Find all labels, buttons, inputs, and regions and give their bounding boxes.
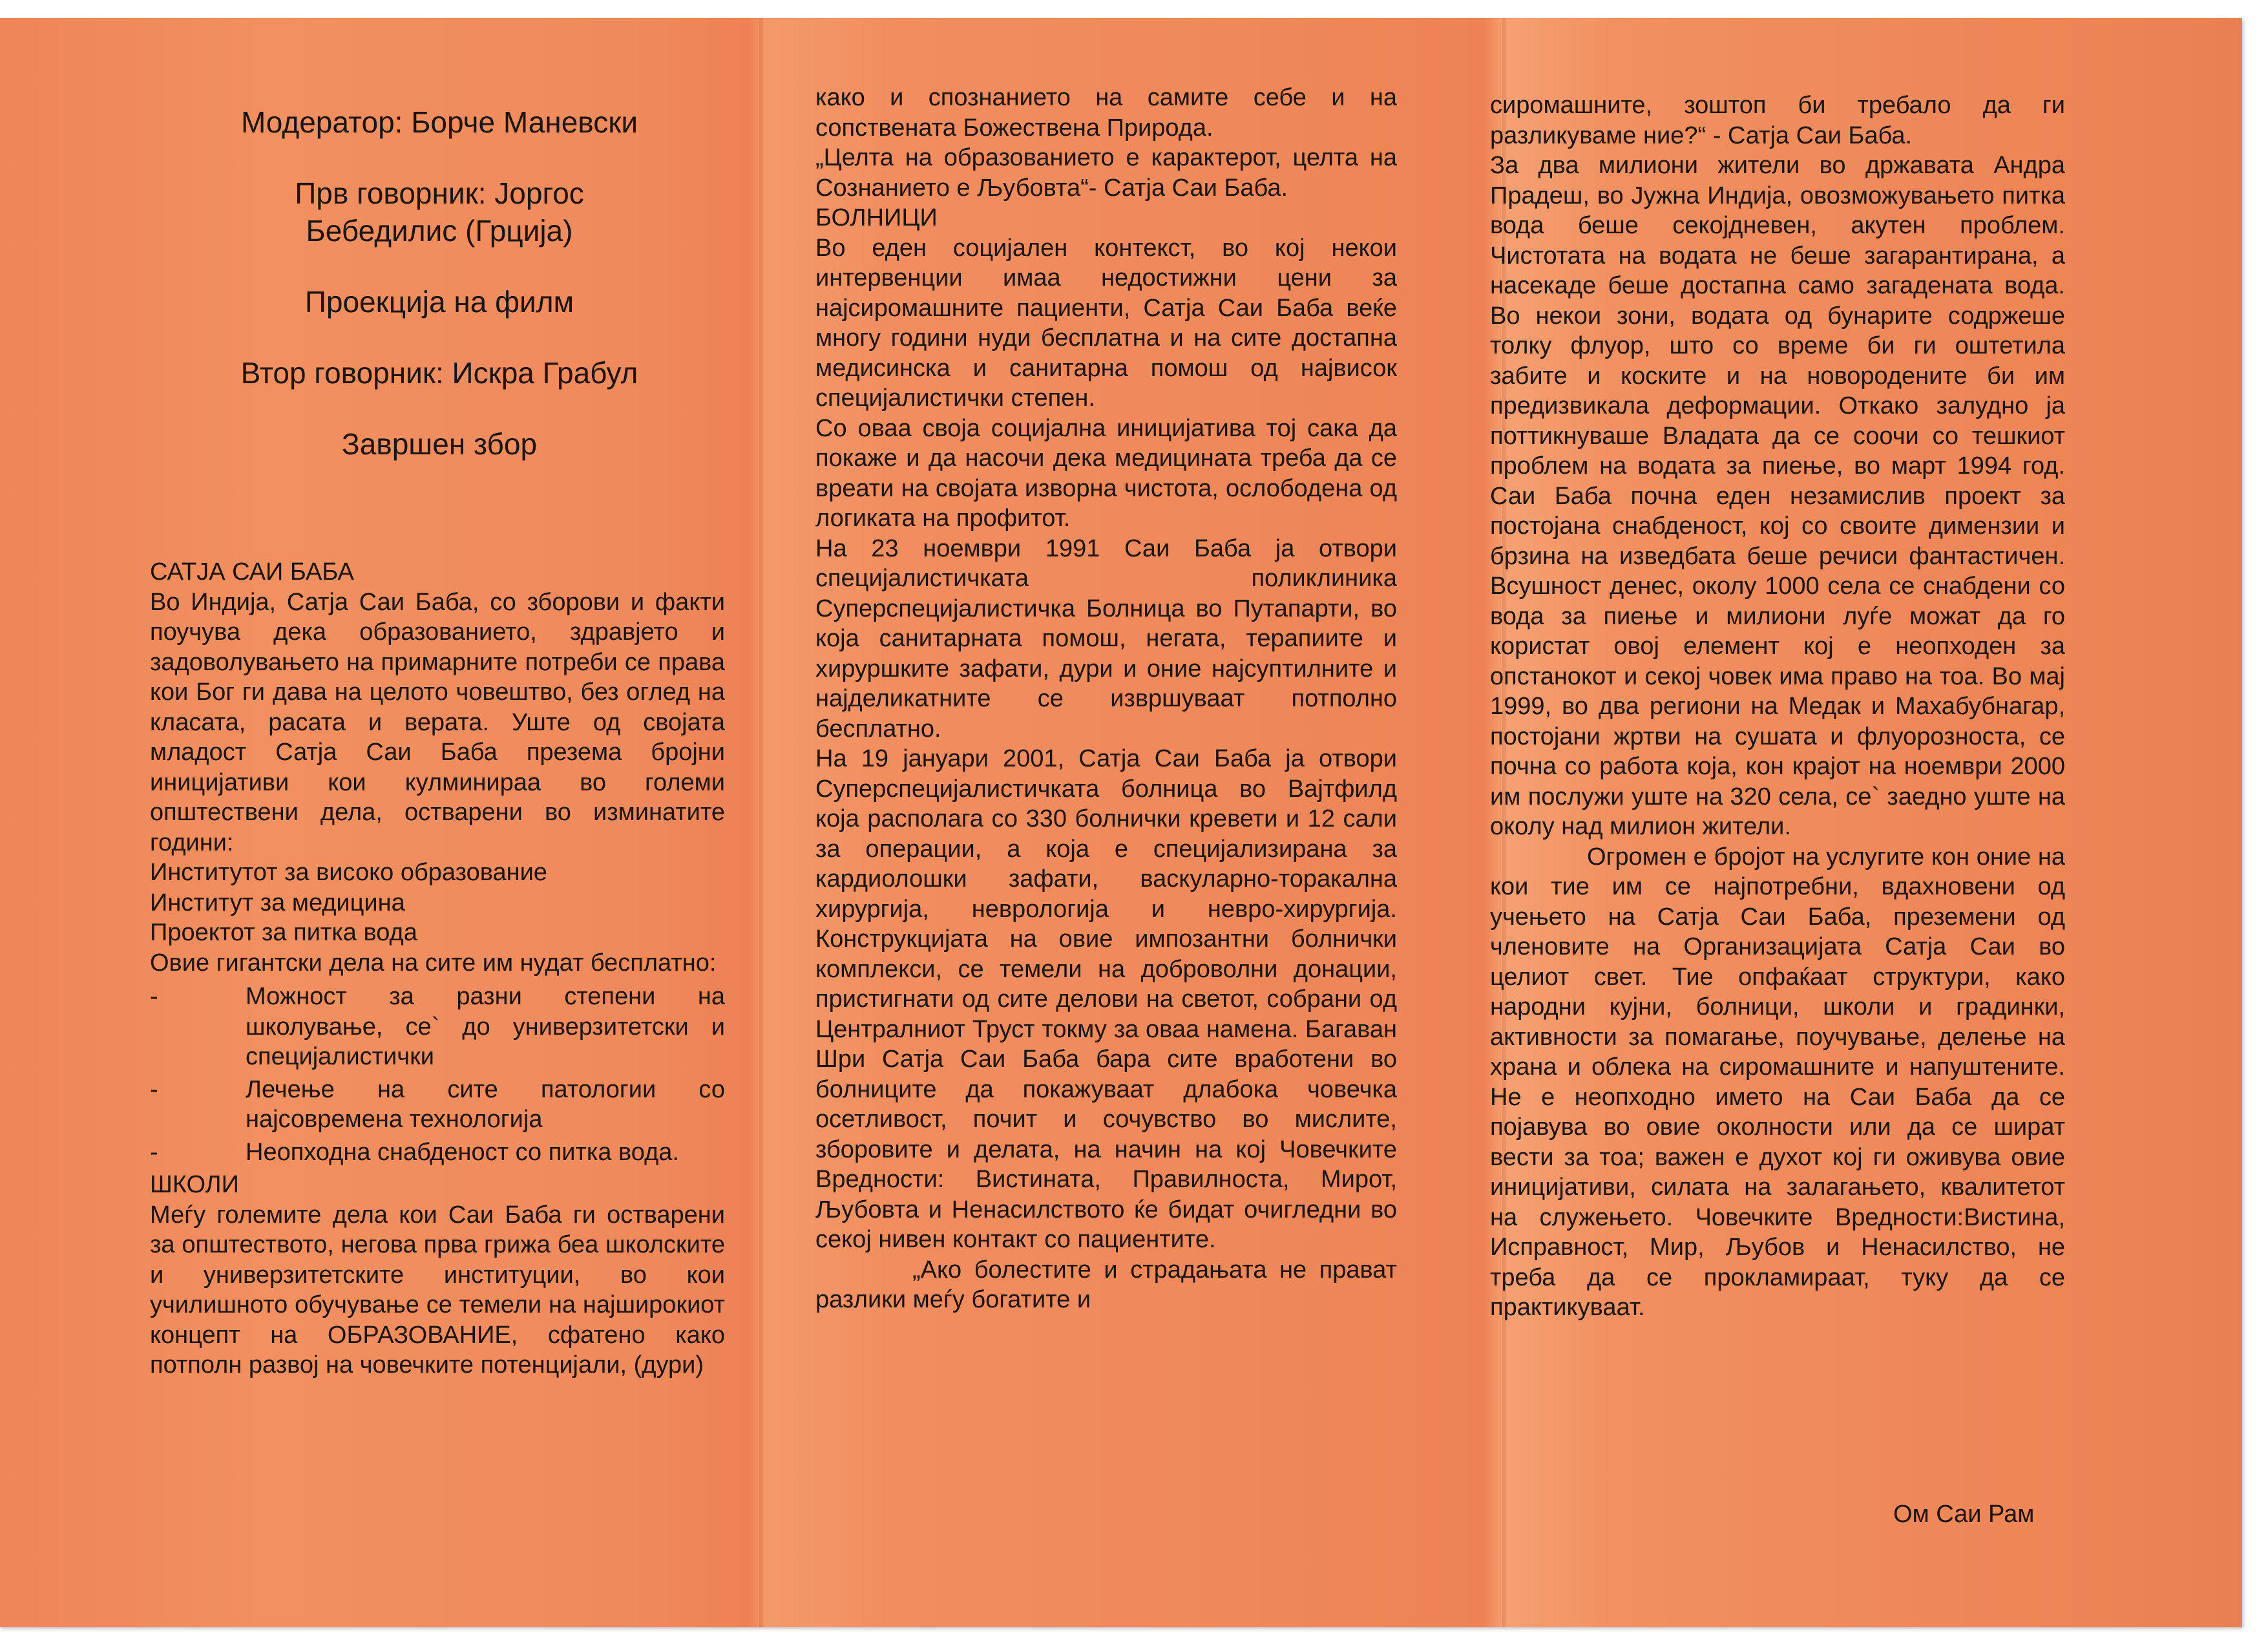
free-service-item: - Лечење на сите патологии со најсовремена технологија [246,1075,725,1135]
illness-quote: „Ако болестите и страдањата не прават разлики меѓу богатите и [815,1256,1397,1313]
hospitals-paragraph: На 23 ноември 1991 Саи Баба ја отвори специјалистичката поликлиника Суперспецијалистичка Болница во Путапарти, во која санитарната помош, негата, терапиите и хируршките зафати, дури и оние најсуптилните и најделикатните се извршуваат потполно бесплатно. [815,534,1397,743]
illness-quote-continued: сиромашните, зоштоп би требало да ги разликуваме ние?“ - Сатја Саи Баба. [1490,92,2065,149]
column-middle [815,83,1397,1315]
program-moderator: Модератор: Борче Маневски [240,105,638,139]
column-left [150,557,725,1380]
institution-item: Проектот за питка вода [150,919,417,946]
education-quote: „Целта на образованието е карактерот, целта на Сознанието е Љубовта“- Сатја Саи Баба. [815,144,1397,202]
free-services-list [150,982,725,1167]
column-right [1490,90,2065,1323]
hospitals-paragraph: Во еден социјален контекст, во кој некои интервенции имаа недостижни цени за најсиромашните пациенти, Сатја Саи Баба веќе многу години нуди бесплатна и на сите достапна медисинска и санитарна помош од највисок специјалистички степен. [815,234,1397,412]
education-paragraph: како и спознанието на самите себе и на сопствената Божествена Природа. [815,84,1397,142]
program-second-speaker: Втор говорник: Искра Грабул [240,356,638,390]
free-services-intro: Овие гигантски дела на сите им нудат бесплатно: [150,949,717,977]
signature-om-sai-ram: Ом Саи Рам [1893,1501,2035,1528]
program-closing: Завршен збор [341,427,538,461]
schools-paragraph: Меѓу големите дела кои Саи Баба ги остварени за општеството, негова прва грижа беа школските и универзитетските институции, во кои училишното обучување се темели на најширокиот концепт на ОБРАЗОВАНИЕ, сфатено како потполн развој на човечките потенцијали, (дури) [150,1201,725,1379]
hospitals-paragraph: Со оваа своја социјална иницијатива тој сака да покаже и да насочи дека медицината треба да се вреати на својата изворна чистота, ослободена од логиката на профитот. [815,414,1397,532]
heading-schools: ШКОЛИ [150,1171,239,1198]
program-film: Проекција на филм [304,285,574,319]
intro-paragraph: Во Индија, Сатја Саи Баба, со зборови и факти поучува дека образованието, здравјето и задоволувањето на примарните потреби се права кои Бог ги дава на целото човештво, без оглед на класата, расата и верата. Уште од својата младост Сатја Саи Баба презема бројни иницијативи кои кулминираа во големи општествени дела, остварени во изминатите години: [150,588,725,856]
program-list [155,103,724,463]
fold-line-left [759,18,763,1627]
heading-sathya-sai-baba: САТЈА САИ БАБА [150,558,354,586]
services-paragraph: Огромен е бројот на услугите кон оние на кои тие им се најпотребни, вдахновени од учењето на Сатја Саи Баба, преземени од членовите на Организацијата Сатја Саи во целиот свет. Тие опфаќаат структури, како народни кујни, болници, школи и градинки, активности за помагање, поучување, делење на храна и облека на сиромашните и напуштените. Не е неопходно името на Саи Баба да се појавува во овие околности или да се шират вести за тоа; важен е духот кој ги оживува овие иницијативи, силата на залагањето, квалитетот на служењето. Човечките Вредности:Вистина, Исправност, Мир, Љубов и Ненасилство, не треба да се прокламираат, туку да се практикуваат. [1490,843,2065,1321]
heading-hospitals: БОЛНИЦИ [815,204,938,231]
hospitals-paragraph: На 19 јануари 2001, Сатја Саи Баба ја отвори Суперспецијалистичката болница во Вајтфилд која располага со 330 болнички кревети и 12 сали за операции, а која е специјализирана за кардиолошки зафати, васкуларно-торакална хирургија, неврологија и невро-хирургија. Конструкцијата на овие импозантни болнички комплекси, се темели на доброволни донации, пристигнати од сите делови на светот, собрани од Централниот Труст токму за оваа намена. Багаван Шри Сатја Саи Баба бара сите вработени во болниците да покажуваат длабока човечка осетливост, почит и сочувство во мислите, зборовите и делата, на начин на кој Човечките Вредности: Вистината, Правилноста, Мирот, Љубовта и Ненасилството ќе бидат очигледни во секој нивен контакт со пациентите. [815,745,1397,1253]
water-project-paragraph: За два милиони жители во државата Андра Прадеш, во Јужна Индија, овозможувањето питка вода беше секојдневен, акутен проблем. Чистотата на водата не беше загарантирана, а насекаде беше достапна само загадената вода. Во некои зони, водата од бунарите содржеше толку флуор, што со време би ги оштетила забите и коските и на новородените би им предизвикала деформации. Откако залудно ја поттикнуваше Владата да се соочи со тешкиот проблем на водата за пиење, во март 1994 год. Саи Баба почна еден незамислив проект за постојана снабденост, кој со своите димензии и брзина на изведбата беше речиси фантастичен. Всушност денес, околу 1000 села се снабдени со вода за пиење и милиони луѓе можат да го користат овој елемент кој е неопходен за опстанокот и секој човек има право на тоа. Во мај 1999, во два региони на Медак и Махабубнагар, постојани жртви на сушата и флуорозноста, се почна со работа која, кон крајот на ноември 2000 им послужи уште на 320 села, се` заедно уште на околу над милион жители. [1490,152,2065,840]
free-service-item: - Неопходна снабденост со питка вода. [246,1137,725,1168]
institution-item: Институт за медицина [150,889,405,916]
institution-item: Институтот за високо образование [150,859,547,886]
program-first-speaker: Прв говорник: Јоргос Бебедилис (Грција) [295,176,584,248]
free-service-item: - Можност за разни степени на школување, се` до универзитетски и специјалистички [246,982,725,1072]
